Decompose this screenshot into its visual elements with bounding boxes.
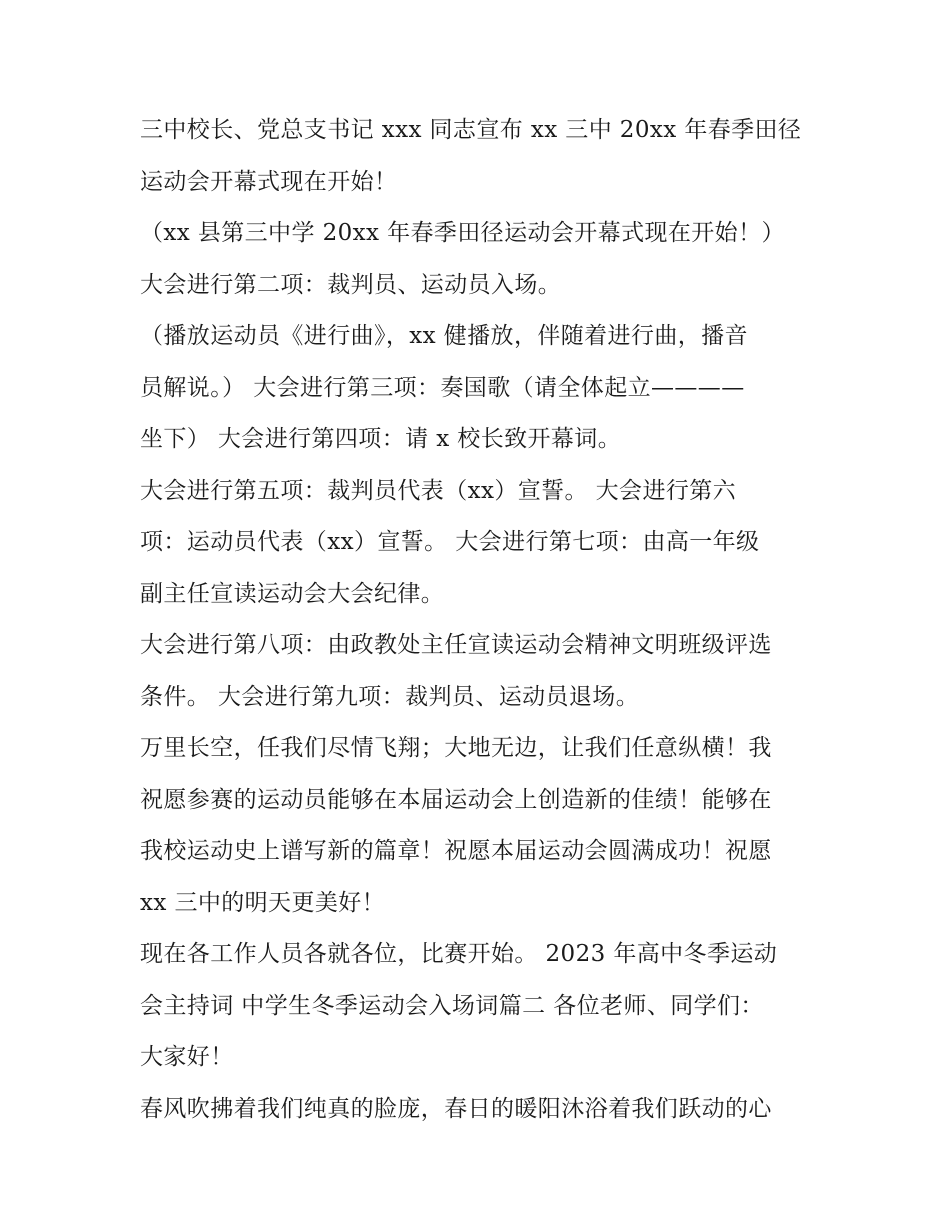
text-line: 大会进行第二项：裁判员、运动员入场。: [140, 271, 562, 298]
text-line: 运动会开幕式现在开始！: [140, 168, 398, 195]
text-line: 员解说。） 大会进行第三项：奏国歌（请全体起立————: [140, 374, 745, 401]
text-line: （播放运动员《进行曲》，xx 健播放，伴随着进行曲，播音: [140, 323, 748, 349]
text-line: 三中校长、党总支书记 xxx 同志宣布 xx 三中 20xx 年春季田径: [140, 117, 802, 143]
text-line: xx 三中的明天更美好！: [140, 889, 386, 916]
text-line: 大会进行第八项：由政教处主任宣读运动会精神文明班级评选: [140, 632, 772, 658]
text-line: 万里长空，任我们尽情飞翔；大地无边，让我们任意纵横！我: [140, 735, 772, 761]
text-line: 现在各工作人员各就各位，比赛开始。 2023 年高中冬季运动: [140, 941, 778, 967]
text-line: （xx 县第三中学 20xx 年春季田径运动会开幕式现在开始！）: [140, 220, 785, 246]
text-line: 坐下） 大会进行第四项：请 x 校长致开幕词。: [140, 426, 622, 452]
text-line: 春风吹拂着我们纯真的脸庞，春日的暖阳沐浴着我们跃动的心: [140, 1095, 772, 1122]
text-line: 会主持词 中学生冬季运动会入场词篇二 各位老师、同学们：: [140, 992, 764, 1019]
text-line: 大会进行第五项：裁判员代表（xx）宣誓。 大会进行第六: [140, 477, 737, 504]
text-line: 副主任宣读运动会大会纪律。: [140, 580, 445, 607]
text-line: 条件。 大会进行第九项：裁判员、运动员退场。: [140, 683, 640, 710]
text-line: 大家好！: [140, 1044, 234, 1070]
text-line: 我校运动史上谱写新的篇章！祝愿本届运动会圆满成功！祝愿: [140, 838, 772, 864]
text-line: 祝愿参赛的运动员能够在本届运动会上创造新的佳绩！能够在: [140, 786, 772, 813]
text-line: 项：运动员代表（xx）宣誓。 大会进行第七项：由高一年级: [140, 529, 760, 555]
document-body: [140, 105, 830, 1135]
